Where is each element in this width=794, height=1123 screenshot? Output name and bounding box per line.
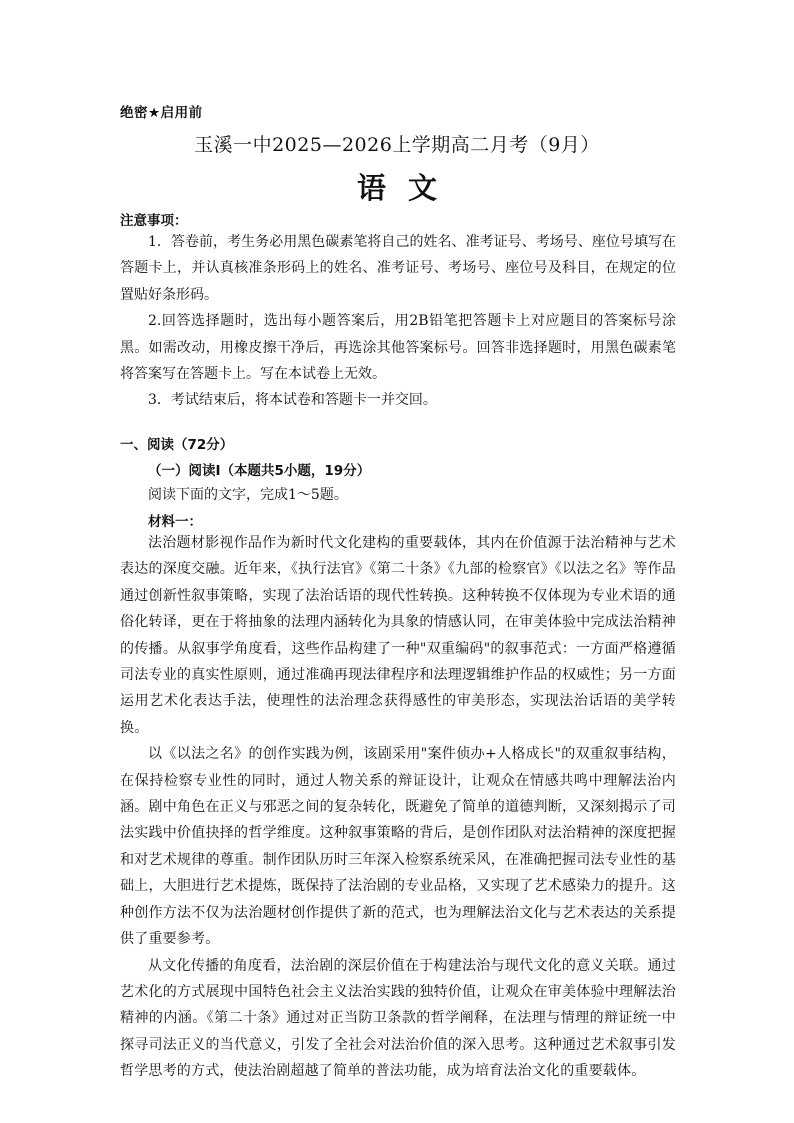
body-paragraph: 以《以法之名》的创作实践为例，该剧采用"案件侦办+人格成长"的双重叙事结构，在保持检察专业性的同时，通过人物关系的辩证设计，让观众在情感共鸣中理解法治内涵。剧中角色在正义与邪恶之间的复杂转化，既避免了简单的道德判断，又深刻揭示了司法实践中价值抉择的哲学维度。这种叙事策略的背后，是创作团队对法治精神的深度把握和对艺术规律的尊重。制作团队历时三年深入检察系统采风，在准确把握司法专业性的基础上，大胆进行艺术提炼，既保持了法治剧的专业品格，又实现了艺术感染力的提升。这种创作方法不仅为法治题材创作提供了新的范式，也为理解法治文化与艺术表达的关系提供了重要参考。 — [120, 746, 676, 948]
exam-title: 玉溪一中2025—2026上学期高二月考（9月） — [194, 134, 600, 156]
subsection-heading: （一）阅读Ⅰ（本题共5小题，19分） — [148, 463, 371, 479]
subject-title: 语文 — [356, 171, 459, 205]
reading-instruction: 阅读下面的文字，完成1～5题。 — [148, 487, 348, 503]
notice-item: 3．考试结束后，将本试卷和答题卡一并交回。 — [148, 392, 437, 409]
notice-list — [120, 229, 676, 414]
section-heading: 一、阅读（72分） — [120, 437, 234, 453]
material-body — [120, 530, 676, 1085]
notice-item: 1．答卷前，考生务必用黑色碳素笔将自己的姓名、准考证号、考场号、座位号填写在答题卡上，并认真核准条形码上的姓名、准考证号、考场号、座位号及科目，在规定的位置贴好条形码。 — [120, 234, 676, 303]
material-label: 材料一： — [148, 514, 202, 530]
body-paragraph: 法治题材影视作品作为新时代文化建构的重要载体，其内在价值源于法治精神与艺术表达的深度交融。近年来，《执行法官》《第二十条》《九部的检察官》《以法之名》等作品通过创新性叙事策略，实现了法治话语的现代性转换。这种转换不仅体现为专业术语的通俗化转译，更在于将抽象的法理内涵转化为具象的情感认同，在审美体验中完成法治精神的传播。从叙事学角度看，这些作品构建了一种"双重编码"的叙事范式：一方面严格遵循司法专业的真实性原则，通过准确再现法律程序和法理逻辑维护作品的权威性；另一方面运用艺术化表达手法，使理性的法治理念获得感性的审美形态，实现法治话语的美学转换。 — [120, 535, 676, 736]
confidential-label: 绝密★启用前 — [120, 105, 203, 121]
body-paragraph: 从文化传播的角度看，法治剧的深层价值在于构建法治与现代文化的意义关联。通过艺术化的方式展现中国特色社会主义法治实践的独特价值，让观众在审美体验中理解法治精神的内涵。《第二十条》通过对正当防卫条款的哲学阐释，在法理与情理的辩证统一中探寻司法正义的当代意义，引发了全社会对法治价值的深入思考。这种通过艺术叙事引发哲学思考的方式，使法治剧超越了简单的普法功能，成为培育法治文化的重要载体。 — [120, 957, 676, 1080]
notice-heading: 注意事项： — [120, 213, 188, 229]
notice-item: 2.回答选择题时，选出每小题答案后，用2B铅笔把答题卡上对应题目的答案标号涂黑。如需改动，用橡皮擦干净后，再选涂其他答案标号。回答非选择题时，用黑色碳素笔将答案写在答题卡上。写在本试卷上无效。 — [120, 313, 676, 383]
